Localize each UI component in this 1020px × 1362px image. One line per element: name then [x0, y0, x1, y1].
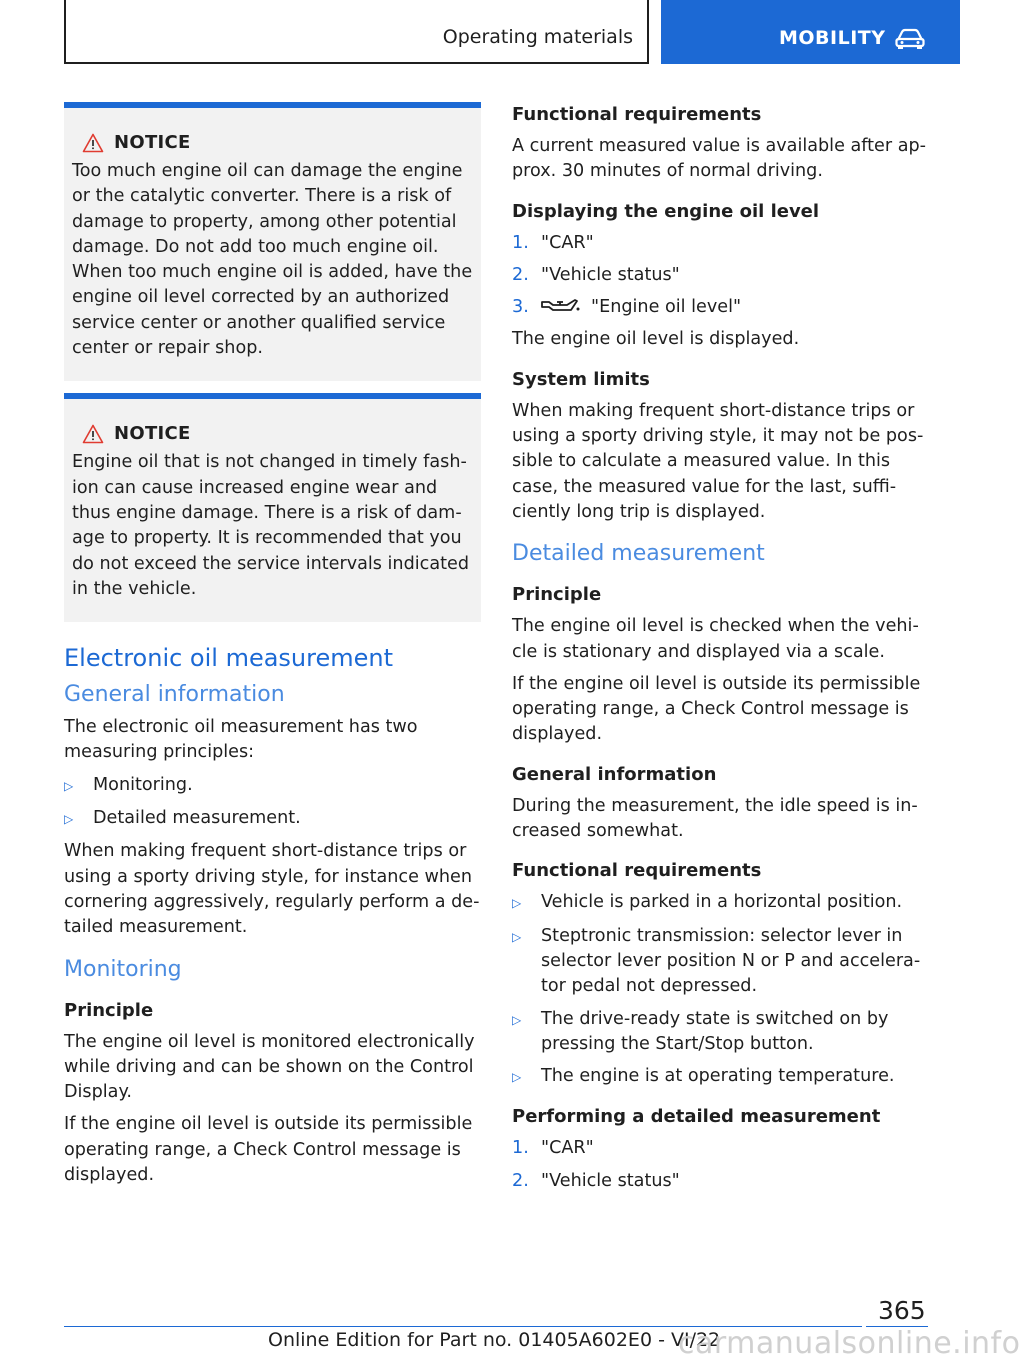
triangle-bullet-icon: ▷	[512, 1012, 522, 1027]
subheading: Principle	[512, 584, 602, 606]
warning-icon	[82, 424, 104, 444]
subheading: Displaying the engine oil level	[512, 200, 820, 222]
triangle-bullet-icon: ▷	[512, 929, 522, 944]
subheading: Principle	[64, 999, 154, 1021]
notice-title: NOTICE	[114, 423, 191, 445]
section-title: Operating materials	[442, 26, 633, 48]
subsection-heading: Monitoring	[64, 956, 182, 982]
right-column	[512, 102, 926, 1201]
section-heading: Electronic oil measurement	[64, 644, 394, 673]
paragraph: The engine oil level is displayed.	[512, 329, 800, 350]
subsection-heading: General information	[64, 682, 285, 708]
bullet-list	[64, 773, 481, 833]
list-item: 3. "Engine oil level"	[512, 297, 742, 318]
list-item: ▷ Detailed measurement.	[64, 806, 481, 832]
notice-title: NOTICE	[114, 132, 191, 153]
list-item: ▷ Monitoring.	[64, 773, 481, 799]
triangle-bullet-icon: ▷	[512, 1070, 522, 1085]
notice-box	[64, 102, 481, 381]
list-item: 1. "CAR"	[512, 1138, 594, 1159]
triangle-bullet-icon: ▷	[64, 812, 74, 827]
list-item: ▷ Steptronic transmission: selector lever in selector lever position N or P and accelerator pedal not depressed.	[512, 924, 926, 1000]
notice-text: Too much engine oil can damage the engine or the catalytic converter. There is a risk of damage to property, among other potential damage. Do not add too much engine oil. When too much engine oil is added, have the engine oil level corrected by an authorized service center or another qualified service center or repair shop.	[72, 161, 473, 359]
subsection-heading: Detailed measurement	[512, 541, 765, 567]
paragraph: The engine oil level is checked when the vehicle is stationary and displayed via a scale.	[512, 616, 919, 662]
list-item: ▷ The drive-ready state is switched on by pressing the Start/Stop button.	[512, 1007, 926, 1058]
list-item: 2. "Vehicle status"	[512, 264, 680, 285]
list-item: ▷ Vehicle is parked in a horizontal position.	[512, 890, 926, 916]
header-chapter-tab	[661, 0, 960, 64]
numbered-list	[512, 231, 926, 321]
page-number: 365	[878, 1296, 926, 1325]
left-column	[64, 102, 481, 1195]
paragraph: When making frequent short-distance trips or using a sporty driving style, it may not be possible to calculate a measured value. In this case, the measured value for the last, sufficiently long trip is displayed.	[512, 400, 924, 522]
paragraph: If the engine oil level is outside its permissible operating range, a Check Control message is displayed.	[64, 1114, 473, 1186]
triangle-bullet-icon: ▷	[64, 778, 74, 793]
subheading: Functional requirements	[512, 860, 762, 882]
numbered-list	[512, 1136, 926, 1194]
paragraph: If the engine oil level is outside its permissible operating range, a Check Control message is displayed.	[512, 673, 921, 745]
subheading: Functional requirements	[512, 104, 762, 125]
list-item: 1. "CAR"	[512, 232, 594, 253]
header-section-box	[64, 0, 649, 64]
paragraph: The electronic oil measurement has two measuring principles:	[64, 717, 418, 763]
notice-box	[64, 393, 481, 622]
list-item: 2. "Vehicle status"	[512, 1170, 680, 1191]
chapter-title: MOBILITY	[779, 27, 886, 49]
paragraph: During the measurement, the idle speed is increased somewhat.	[512, 795, 918, 842]
subheading: Performing a detailed measurement	[512, 1106, 881, 1128]
paragraph: The engine oil level is monitored electronically while driving and can be shown on the Control Display.	[64, 1031, 475, 1103]
watermark: carmanualsonline.info	[678, 1326, 1020, 1361]
triangle-bullet-icon: ▷	[512, 896, 522, 911]
oil-can-icon	[541, 297, 581, 315]
paragraph: A current measured value is available after approx. 30 minutes of normal driving.	[512, 136, 927, 182]
list-item: ▷ The engine is at operating temperature.	[512, 1064, 926, 1090]
subheading: System limits	[512, 368, 650, 390]
paragraph: When making frequent short-distance trips or using a sporty driving style, for instance when cornering aggressively, regularly perform a detailed measurement.	[64, 841, 480, 938]
car-icon	[895, 28, 925, 50]
warning-icon	[82, 133, 104, 153]
edition-text: Online Edition for Part no. 01405A602E0 - VI/22	[268, 1329, 721, 1351]
bullet-list	[512, 890, 926, 1090]
subheading: General information	[512, 763, 717, 785]
notice-text: Engine oil that is not changed in timely fashion can cause increased engine wear and thus engine damage. There is a risk of damage to property. It is recommended that you do not exceed the service intervals indicated in the vehicle.	[72, 452, 469, 599]
